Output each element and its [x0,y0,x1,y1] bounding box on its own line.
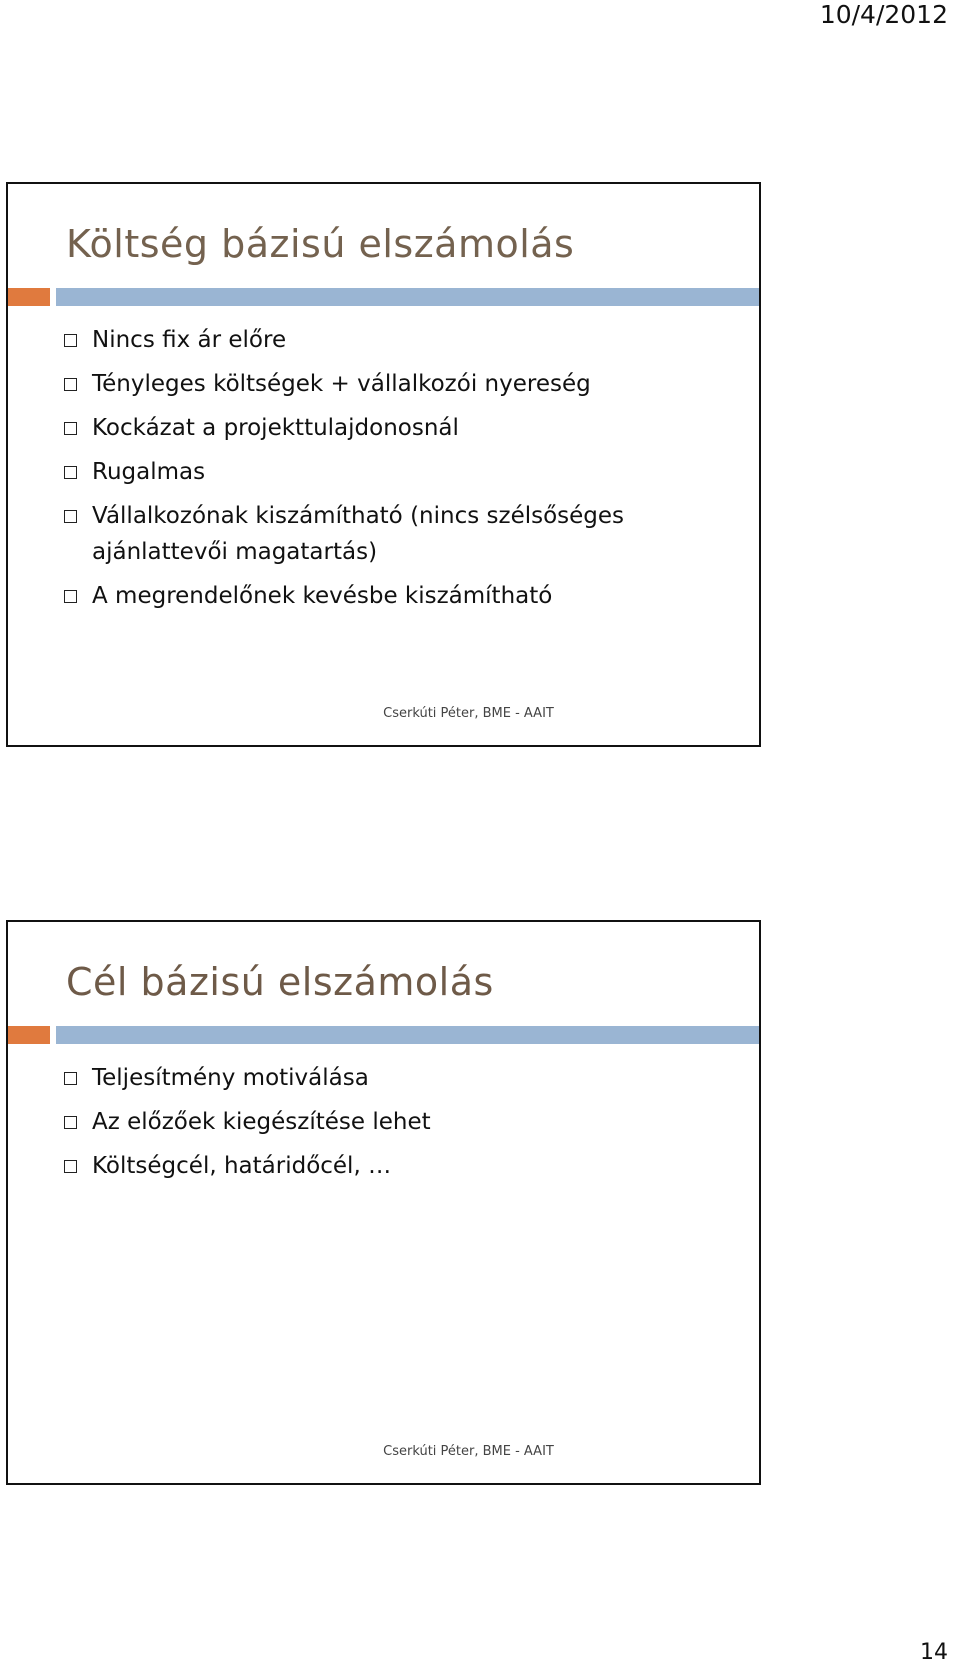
bullet-list [64,1060,744,1192]
bullet-list [64,322,744,622]
square-bullet-icon [64,1160,77,1173]
bullet-text: Vállalkozónak kiszámítható (nincs szélsőséges ajánlattevői magatartás) [92,503,625,565]
square-bullet-icon [64,378,77,391]
slide-footer: Cserkúti Péter, BME - AAIT [383,706,554,721]
list-item [64,454,744,490]
bullet-text: A megrendelőnek kevésbe kiszámítható [92,583,553,609]
bullet-text: Rugalmas [92,459,206,485]
square-bullet-icon [64,422,77,435]
slide-title: Költség bázisú elszámolás [66,222,575,266]
list-item [64,498,744,570]
bullet-text: Kockázat a projekttulajdonosnál [92,415,459,441]
slide-footer: Cserkúti Péter, BME - AAIT [383,1444,554,1459]
slide-title: Cél bázisú elszámolás [66,960,494,1004]
accent-bar-orange [8,1026,50,1044]
bullet-text: Tényleges költségek + vállalkozói nyereség [92,371,591,397]
bullet-text: Az előzőek kiegészítése lehet [92,1109,431,1135]
page-date: 10/4/2012 [819,0,948,29]
slide-2 [6,920,761,1485]
square-bullet-icon [64,1116,77,1129]
slide-1 [6,182,761,747]
list-item [64,1104,744,1140]
square-bullet-icon [64,510,77,523]
bullet-text: Nincs fix ár előre [92,327,287,353]
square-bullet-icon [64,466,77,479]
bullet-text: Költségcél, határidőcél, … [92,1153,392,1179]
list-item [64,322,744,358]
page-number: 14 [920,1640,948,1665]
bullet-text: Teljesítmény motiválása [92,1065,369,1091]
square-bullet-icon [64,1072,77,1085]
list-item [64,1148,744,1184]
square-bullet-icon [64,590,77,603]
list-item [64,410,744,446]
list-item [64,366,744,402]
accent-bar-blue [56,288,759,306]
list-item [64,1060,744,1096]
list-item [64,578,744,614]
accent-bar-blue [56,1026,759,1044]
accent-bar-orange [8,288,50,306]
square-bullet-icon [64,334,77,347]
